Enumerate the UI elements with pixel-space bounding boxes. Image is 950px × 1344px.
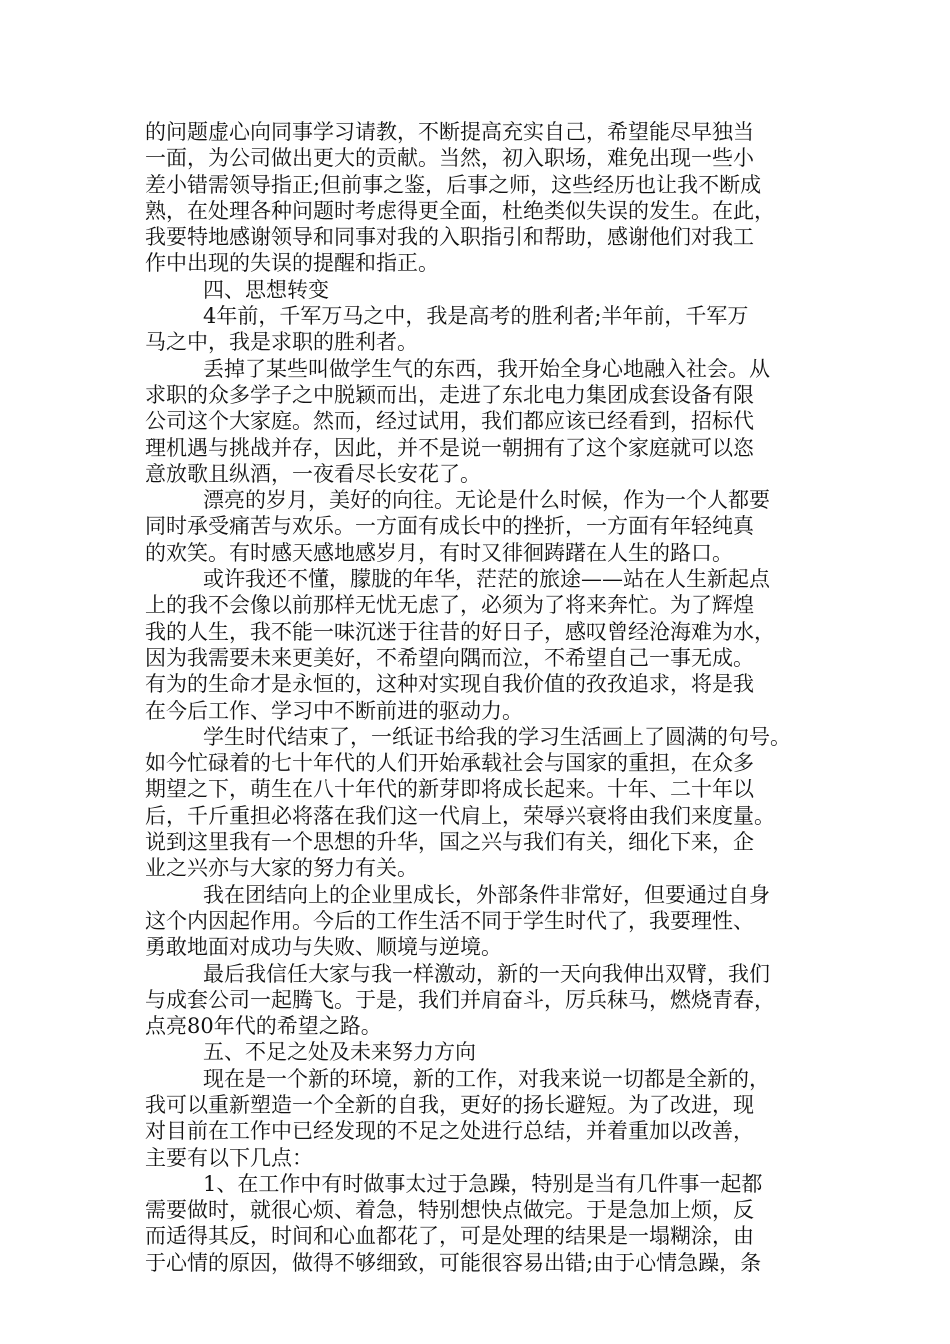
text-line: 熟，在处理各种问题时考虑得更全面，杜绝类似失误的发生。在此， — [145, 198, 775, 223]
text-line: 上的我不会像以前那样无忧无虑了，必须为了将来奔忙。为了辉煌 — [145, 593, 754, 618]
text-line: 的问题虚心向同事学习请教，不断提高充实自己，希望能尽早独当 — [145, 120, 754, 144]
text-line: 有为的生命才是永恒的，这种对实现自我价值的孜孜追求，将是我 — [145, 672, 754, 697]
text-line: 四、思想转变 — [203, 277, 329, 302]
text-line: 公司这个大家庭。然而，经过试用，我们都应该已经看到，招标代 — [145, 409, 754, 434]
text-line: 与成套公司一起腾飞。于是，我们并肩奋斗，厉兵秣马，燃烧青春， — [145, 987, 775, 1012]
text-line: 勇敢地面对成功与失败、顺境与逆境。 — [145, 935, 502, 960]
text-line: 4年前，千军万马之中，我是高考的胜利者;半年前，千军万 — [203, 304, 749, 329]
text-line: 最后我信任大家与我一样激动，新的一天向我伸出双臂，我们 — [203, 961, 770, 986]
text-line: 马之中，我是求职的胜利者。 — [145, 330, 418, 355]
text-line: 说到这里我有一个思想的升华，国之兴与我们有关，细化下来，企 — [145, 830, 754, 855]
text-line: 我在团结向上的企业里成长，外部条件非常好，但要通过自身 — [203, 882, 770, 907]
text-line: 我的人生，我不能一味沉迷于往昔的好日子，感叹曾经沧海难为水， — [145, 619, 775, 644]
text-line: 期望之下，萌生在八十年代的新芽即将成长起来。十年、二十年以 — [145, 777, 754, 802]
text-line: 漂亮的岁月，美好的向往。无论是什么时候，作为一个人都要 — [203, 488, 770, 513]
text-line: 1、在工作中有时做事太过于急躁，特别是当有几件事一起都 — [203, 1171, 763, 1196]
text-line: 这个内因起作用。今后的工作生活不同于学生时代了，我要理性、 — [145, 908, 754, 933]
text-line: 现在是一个新的环境，新的工作，对我来说一切都是全新的， — [203, 1066, 770, 1091]
text-line: 如今忙碌着的七十年代的人们开始承载社会与国家的重担，在众多 — [145, 751, 754, 776]
text-line: 或许我还不懂，朦胧的年华，茫茫的旅途——站在人生新起点 — [203, 567, 770, 592]
document-body — [145, 119, 825, 1276]
text-line: 丢掉了某些叫做学生气的东西，我开始全身心地融入社会。从 — [203, 356, 770, 381]
text-line: 在今后工作、学习中不断前进的驱动力。 — [145, 698, 523, 723]
text-line: 因为我需要未来更美好，不希望向隅而泣，不希望自己一事无成。 — [145, 645, 754, 670]
text-line: 意放歌且纵酒，一夜看尽长安花了。 — [145, 461, 481, 486]
text-line: 的欢笑。有时感天感地感岁月，有时又徘徊踌躇在人生的路口。 — [145, 540, 733, 565]
text-line: 而适得其反，时间和心血都花了，可是处理的结果是一塌糊涂，由 — [145, 1224, 754, 1249]
text-line: 一面，为公司做出更大的贡献。当然，初入职场，难免出现一些小 — [145, 146, 754, 171]
text-line: 于心情的原因，做得不够细致，可能很容易出错;由于心情急躁，条 — [145, 1250, 762, 1275]
text-line: 我要特地感谢领导和同事对我的入职指引和帮助，感谢他们对我工 — [145, 225, 754, 250]
text-line: 求职的众多学子之中脱颖而出，走进了东北电力集团成套设备有限 — [145, 382, 754, 407]
text-line: 差小错需领导指正;但前事之鉴，后事之师，这些经历也让我不断成 — [145, 172, 762, 197]
text-line: 我可以重新塑造一个全新的自我，更好的扬长避短。为了改进，现 — [145, 1092, 754, 1117]
text-line: 业之兴亦与大家的努力有关。 — [145, 856, 418, 881]
text-line: 后，千斤重担必将落在我们这一代肩上，荣辱兴衰将由我们来度量。 — [145, 803, 775, 828]
text-line: 主要有以下几点： — [145, 1145, 313, 1170]
text-line: 五、不足之处及未来努力方向 — [203, 1040, 476, 1065]
text-line: 需要做时，就很心烦、着急，特别想快点做完。于是急加上烦，反 — [145, 1198, 754, 1223]
text-line: 同时承受痛苦与欢乐。一方面有成长中的挫折，一方面有年轻纯真 — [145, 514, 754, 539]
text-line: 对目前在工作中已经发现的不足之处进行总结，并着重加以改善， — [145, 1119, 754, 1144]
text-line: 理机遇与挑战并存，因此，并不是说一朝拥有了这个家庭就可以恣 — [145, 435, 754, 460]
text-line: 点亮80年代的希望之路。 — [145, 1014, 382, 1039]
text-line: 作中出现的失误的提醒和指正。 — [145, 251, 439, 276]
text-line: 学生时代结束了，一纸证书给我的学习生活画上了圆满的句号。 — [203, 724, 791, 749]
